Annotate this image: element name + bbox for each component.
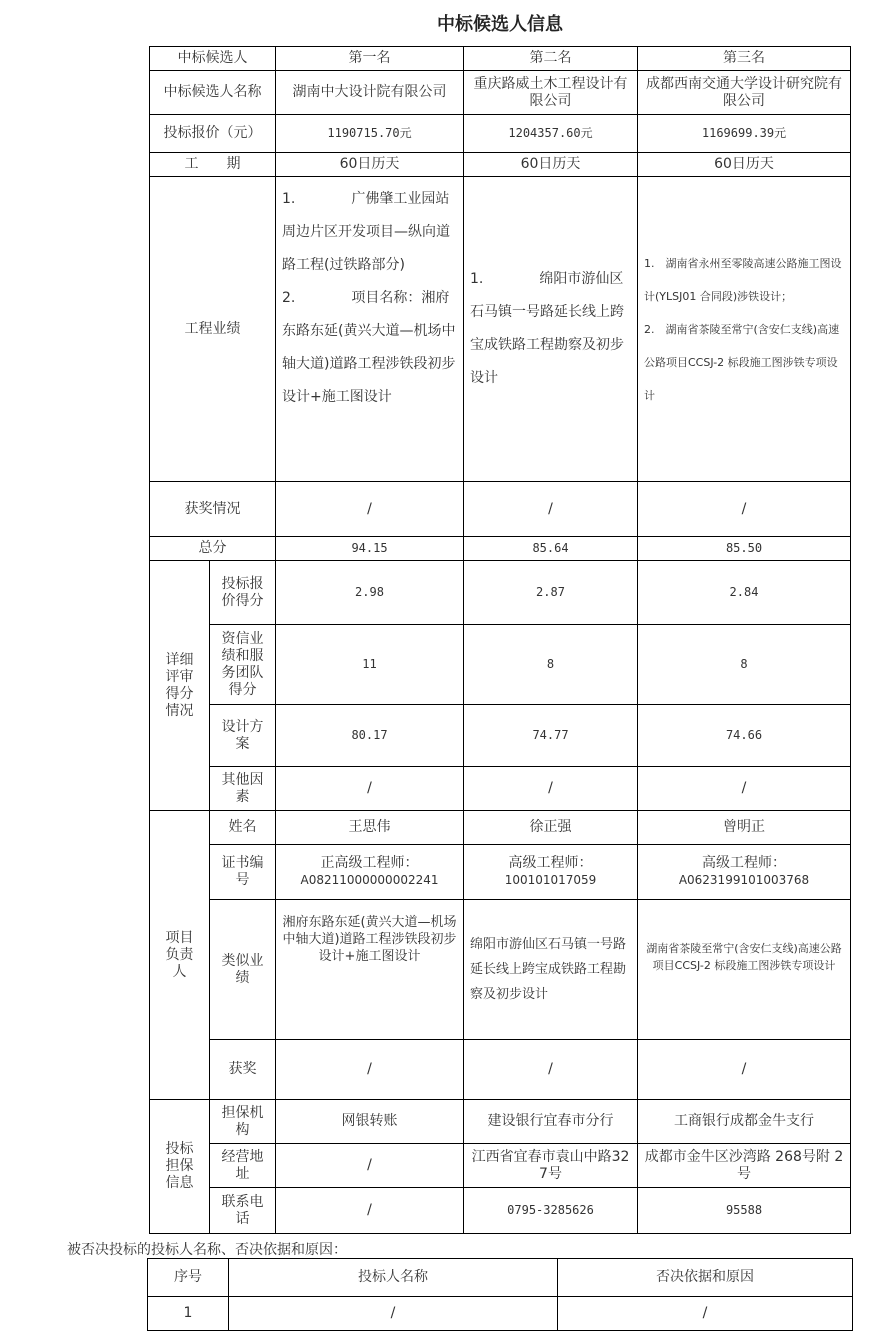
row-label: 获奖情况: [150, 482, 276, 537]
guarantee-group-label: [150, 1100, 210, 1234]
score-value: /: [638, 767, 851, 811]
pm-cert: [276, 845, 464, 900]
reject-note: 被否决投标的投标人名称、否决依据和原因：: [67, 1242, 347, 1258]
pm-group-text: 项目负责人: [165, 929, 194, 980]
sub-row-label: 设计方案: [210, 705, 276, 767]
guarantee-group-text: 投标担保信息: [165, 1141, 194, 1191]
bid-price: 1169699.39元: [638, 115, 851, 153]
pm-award: /: [464, 1040, 638, 1100]
guarantee-org: 网银转账: [276, 1100, 464, 1144]
project-performance: 1. 广佛肇工业园站周边片区开发项目—纵向道路工程(过铁路部分) 2. 项目名称：湘府东路东延(黄兴大道—机场中轴大道)道路工程涉铁段初步设计+施工图设计: [276, 177, 464, 482]
guarantee-phone: /: [276, 1188, 464, 1234]
header-cell: 第三名: [638, 47, 851, 71]
total-score: 94.15: [276, 537, 464, 561]
cert-number: A08211000000002241: [300, 873, 439, 887]
sub-row-label: 资信业绩和服务团队得分: [210, 625, 276, 705]
awards-value: /: [638, 482, 851, 537]
total-score: 85.64: [464, 537, 638, 561]
bid-price: 1204357.60元: [464, 115, 638, 153]
row-label: 总分: [150, 537, 276, 561]
pm-cert: [464, 845, 638, 900]
pm-cert: [638, 845, 851, 900]
pm-award: /: [638, 1040, 851, 1100]
score-value: 8: [638, 625, 851, 705]
pm-similar: 湖南省茶陵至常宁(含安仁支线)高速公路项目CCSJ-2 标段施工图涉铁专项设计: [638, 900, 851, 1040]
header-cell: 第一名: [276, 47, 464, 71]
guarantee-phone: 0795-3285626: [464, 1188, 638, 1234]
project-performance: 1. 绵阳市游仙区石马镇一号路延长线上跨宝成铁路工程勘察及初步设计: [464, 177, 638, 482]
score-value: 11: [276, 625, 464, 705]
score-value: 8: [464, 625, 638, 705]
sub-row-label: 经营地址: [210, 1144, 276, 1188]
table-row: [150, 845, 851, 900]
candidate-name: 重庆路威土木工程设计有限公司: [464, 71, 638, 115]
reject-table: [147, 1258, 853, 1331]
table-row: [150, 705, 851, 767]
cert-number: 100101017059: [504, 873, 597, 887]
score-value: 74.66: [638, 705, 851, 767]
sub-row-label: 其他因素: [210, 767, 276, 811]
sub-row-label: 担保机构: [210, 1100, 276, 1144]
awards-value: /: [464, 482, 638, 537]
header-cell: 否决依据和原因: [558, 1259, 853, 1297]
table-row: [150, 1100, 851, 1144]
cert-title: 高级工程师：: [702, 855, 786, 871]
table-row: [150, 561, 851, 625]
row-label: 投标报价（元）: [150, 115, 276, 153]
work-period: 60日历天: [638, 153, 851, 177]
score-value: 74.77: [464, 705, 638, 767]
page-title: 中标候选人信息: [437, 14, 563, 35]
header-cell: 序号: [148, 1259, 229, 1297]
bid-price: 1190715.70元: [276, 115, 464, 153]
guarantee-addr: /: [276, 1144, 464, 1188]
pm-group-label: [150, 811, 210, 1100]
sub-row-label: 证书编号: [210, 845, 276, 900]
total-score: 85.50: [638, 537, 851, 561]
project-performance: 1. 湖南省永州至零陵高速公路施工图设计(YLSJ01 合同段)涉铁设计； 2. 湖南省茶陵至常宁(含安仁支线)高速公路项目CCSJ-2 标段施工图涉铁专项设计: [638, 177, 851, 482]
table-header-row: [148, 1259, 853, 1297]
row-label: 工程业绩: [150, 177, 276, 482]
score-value: 80.17: [276, 705, 464, 767]
score-value: /: [464, 767, 638, 811]
table-row: [150, 900, 851, 1040]
header-cell: 第二名: [464, 47, 638, 71]
table-row: [150, 177, 851, 482]
cert-title: 正高级工程师：: [320, 855, 419, 871]
table-row: [150, 625, 851, 705]
table-header-row: [150, 47, 851, 71]
table-row: [150, 482, 851, 537]
candidate-table: [149, 46, 851, 1234]
guarantee-phone: 95588: [638, 1188, 851, 1234]
table-row: [150, 1188, 851, 1234]
row-label: 工 期: [150, 153, 276, 177]
reject-index: 1: [148, 1297, 229, 1331]
work-period: 60日历天: [276, 153, 464, 177]
table-row: [150, 811, 851, 845]
candidate-name: 湖南中大设计院有限公司: [276, 71, 464, 115]
score-value: /: [276, 767, 464, 811]
reject-bidder: /: [229, 1297, 558, 1331]
guarantee-addr: 成都市金牛区沙湾路 268号附 2号: [638, 1144, 851, 1188]
table-row: [148, 1297, 853, 1331]
reject-reason: /: [558, 1297, 853, 1331]
table-row: [150, 71, 851, 115]
score-value: 2.84: [638, 561, 851, 625]
work-period: 60日历天: [464, 153, 638, 177]
sub-row-label: 类似业绩: [210, 900, 276, 1040]
pm-name: 徐正强: [464, 811, 638, 845]
table-row: [150, 767, 851, 811]
guarantee-addr: 江西省宜春市袁山中路327号: [464, 1144, 638, 1188]
guarantee-org: 工商银行成都金牛支行: [638, 1100, 851, 1144]
header-cell: 投标人名称: [229, 1259, 558, 1297]
cert-title: 高级工程师：: [508, 855, 593, 871]
cert-number: A0623199101003768: [678, 873, 810, 887]
awards-value: /: [276, 482, 464, 537]
sub-row-label: 获奖: [210, 1040, 276, 1100]
detail-group-text: 详细评审得分情况: [165, 651, 194, 719]
page-title-wrap: [0, 10, 880, 36]
guarantee-org: 建设银行宜春市分行: [464, 1100, 638, 1144]
candidate-name: 成都西南交通大学设计研究院有限公司: [638, 71, 851, 115]
table-row: [150, 537, 851, 561]
table-row: [150, 1040, 851, 1100]
table-row: [150, 153, 851, 177]
pm-name: 王思伟: [276, 811, 464, 845]
table-row: [150, 115, 851, 153]
pm-award: /: [276, 1040, 464, 1100]
detail-group-label: [150, 561, 210, 811]
table-row: [150, 1144, 851, 1188]
header-cell: 中标候选人: [150, 47, 276, 71]
pm-similar: 绵阳市游仙区石马镇一号路延长线上跨宝成铁路工程勘察及初步设计: [464, 900, 638, 1040]
pm-similar: 湘府东路东延(黄兴大道—机场中轴大道)道路工程涉铁段初步设计+施工图设计: [276, 900, 464, 1040]
score-value: 2.87: [464, 561, 638, 625]
sub-row-label: 姓名: [210, 811, 276, 845]
row-label: 中标候选人名称: [150, 71, 276, 115]
pm-name: 曾明正: [638, 811, 851, 845]
score-value: 2.98: [276, 561, 464, 625]
sub-row-label: 投标报价得分: [210, 561, 276, 625]
sub-row-label: 联系电话: [210, 1188, 276, 1234]
